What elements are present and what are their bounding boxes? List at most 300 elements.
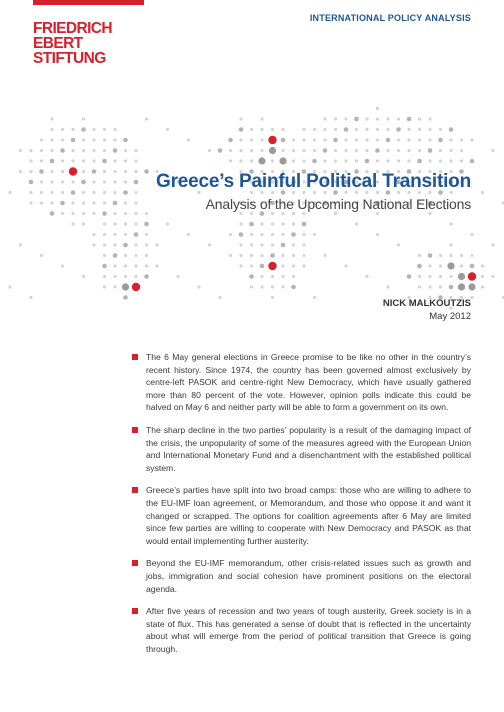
map-dot — [418, 254, 421, 257]
summary-item — [129, 557, 471, 595]
map-dot — [386, 149, 389, 152]
map-dot — [376, 128, 379, 131]
map-dot — [132, 283, 140, 291]
map-dot — [271, 128, 274, 131]
map-dot — [375, 148, 380, 153]
map-dot — [428, 128, 431, 131]
map-dot — [102, 264, 107, 269]
map-dot — [334, 128, 337, 131]
map-dot — [396, 127, 401, 132]
map-dot — [61, 128, 64, 131]
map-dot — [103, 138, 106, 141]
map-dot — [468, 272, 476, 280]
map-dot — [250, 159, 253, 162]
map-dot — [258, 157, 265, 164]
map-dot — [292, 222, 295, 225]
map-dot — [239, 138, 242, 141]
map-dot — [134, 232, 139, 237]
map-dot — [313, 233, 316, 236]
map-dot — [144, 222, 149, 227]
map-dot — [250, 254, 253, 257]
map-dot — [302, 254, 305, 257]
map-dot — [260, 243, 263, 246]
map-dot — [292, 159, 295, 162]
map-dot — [103, 128, 106, 131]
map-dot — [438, 138, 443, 143]
map-dot — [187, 233, 190, 236]
map-dot — [208, 243, 211, 246]
bullet-square-icon — [132, 608, 138, 614]
map-dot — [407, 128, 410, 131]
map-dot — [481, 275, 484, 278]
map-dot — [386, 128, 389, 131]
map-dot — [376, 107, 379, 110]
map-dot — [103, 275, 106, 278]
map-dot — [134, 243, 137, 246]
map-dot — [271, 212, 274, 215]
map-dot — [439, 264, 442, 267]
map-dot — [376, 117, 379, 120]
map-dot — [460, 159, 463, 162]
fes-logo — [33, 21, 148, 66]
map-dot — [271, 243, 274, 246]
map-dot — [323, 159, 326, 162]
map-dot — [449, 138, 452, 141]
summary-text: The sharp decline in the two parties’ popularity is a result of the damaging impact of the crisis, the unpopularity of some of the measures agreed with the European Union and International Monetary Fund and a disenchantment with the established political system. — [146, 424, 471, 473]
map-dot — [313, 138, 316, 141]
map-dot — [92, 149, 95, 152]
map-dot — [82, 149, 85, 152]
map-dot — [334, 117, 337, 120]
publication-date: May 2012 — [429, 311, 471, 322]
map-dot — [61, 138, 64, 141]
map-dot — [334, 212, 337, 215]
map-dot — [460, 149, 463, 152]
map-dot — [113, 264, 116, 267]
map-dot — [249, 222, 254, 227]
bullet-square-icon — [132, 354, 138, 360]
map-dot — [250, 233, 253, 236]
map-dot — [291, 285, 296, 290]
map-dot — [428, 285, 431, 288]
map-dot — [470, 254, 473, 257]
map-dot — [418, 138, 421, 141]
map-dot — [50, 128, 53, 131]
map-dot — [460, 138, 463, 141]
map-dot — [313, 128, 316, 131]
map-dot — [302, 138, 305, 141]
summary-list — [129, 351, 471, 665]
map-dot — [250, 264, 253, 267]
map-dot — [260, 233, 263, 236]
map-dot — [281, 149, 284, 152]
map-dot — [407, 138, 410, 141]
map-dot — [71, 138, 76, 143]
map-dot — [281, 243, 286, 248]
map-dot — [123, 138, 128, 143]
map-dot — [123, 243, 128, 248]
map-dot — [271, 275, 274, 278]
map-dot — [155, 243, 158, 246]
map-dot — [271, 233, 274, 236]
map-dot — [124, 233, 127, 236]
map-dot — [458, 283, 465, 290]
map-dot — [103, 233, 106, 236]
map-dot — [239, 232, 244, 237]
map-dot — [92, 138, 95, 141]
map-dot — [145, 117, 148, 120]
map-dot — [145, 233, 148, 236]
map-dot — [417, 159, 422, 164]
map-dot — [302, 128, 305, 131]
map-dot — [302, 264, 305, 267]
map-dot — [281, 138, 286, 143]
summary-text: The 6 May general elections in Greece promise to be like no other in the country’s recent history. Since 1974, the country has been governed almost exclusively by centre-left PASOK and centre-right New Democracy, which have usually gathered more than 80 percent of the vote. However, opinion polls indicate this could be halved on May 6 and neither party will be able to form a government on its own. — [146, 352, 471, 413]
map-dot — [124, 254, 127, 257]
map-dot — [50, 138, 53, 141]
map-dot — [218, 296, 221, 299]
map-dot — [397, 117, 400, 120]
page-subtitle: Analysis of the Upcoming National Elections — [205, 196, 471, 212]
map-dot — [281, 212, 284, 215]
map-dot — [29, 149, 32, 152]
map-dot — [166, 128, 169, 131]
map-dot — [61, 212, 64, 215]
map-dot — [176, 275, 179, 278]
map-dot — [281, 264, 284, 267]
map-dot — [449, 254, 452, 257]
map-dot — [71, 149, 74, 152]
map-dot — [376, 159, 379, 162]
map-dot — [40, 149, 43, 152]
map-dot — [19, 243, 22, 246]
map-dot — [365, 159, 370, 164]
map-dot — [439, 285, 442, 288]
map-dot — [50, 159, 55, 164]
map-dot — [271, 159, 274, 162]
author-name: NICK MALKOUTZIS — [382, 298, 471, 309]
map-dot — [355, 149, 358, 152]
map-dot — [418, 128, 421, 131]
bullet-square-icon — [132, 487, 138, 493]
map-dot — [239, 127, 244, 132]
map-dot — [365, 138, 368, 141]
map-dot — [344, 138, 347, 141]
map-dot — [292, 138, 295, 141]
series-label: INTERNATIONAL POLICY ANALYSIS — [309, 13, 471, 23]
map-dot — [71, 128, 74, 131]
map-dot — [229, 254, 232, 257]
map-dot — [92, 233, 95, 236]
logo-line: STIFTUNG — [33, 50, 106, 67]
map-dot — [260, 254, 263, 257]
map-dot — [250, 128, 253, 131]
map-dot — [302, 243, 305, 246]
bullet-square-icon — [132, 560, 138, 566]
map-dot — [281, 222, 284, 225]
map-dot — [250, 285, 253, 288]
map-dot — [365, 128, 368, 131]
map-dot — [134, 275, 137, 278]
summary-text: Greece’s parties have split into two broad camps: those who are willing to adhere to the EU-IMF loan agreement, or Memorandum, and those who oppose it and want it changed or scrapped. The options for coalition agreements after 6 May are limited since few parties are willing to cooperate with New Democracy and PASOK as that would entail implementing further austerity. — [146, 485, 471, 546]
map-dot — [428, 159, 431, 162]
map-dot — [271, 285, 274, 288]
map-dot — [334, 149, 337, 152]
map-dot — [481, 264, 484, 267]
map-dot — [113, 275, 116, 278]
map-dot — [229, 149, 232, 152]
map-dot — [344, 264, 347, 267]
map-dot — [354, 117, 359, 122]
map-dot — [113, 243, 116, 246]
map-dot — [260, 275, 263, 278]
map-dot — [271, 296, 274, 299]
map-dot — [50, 117, 53, 120]
map-dot — [250, 243, 253, 246]
map-dot — [103, 243, 106, 246]
map-dot — [292, 243, 295, 246]
map-dot — [239, 222, 242, 225]
map-dot — [113, 128, 116, 131]
map-dot — [239, 149, 242, 152]
map-dot — [323, 138, 326, 141]
map-dot — [292, 275, 295, 278]
map-dot — [302, 233, 305, 236]
logo-line: FRIEDRICH — [33, 20, 112, 37]
map-dot — [103, 222, 106, 225]
map-dot — [355, 138, 358, 141]
map-dot — [302, 222, 307, 227]
map-dot — [8, 285, 11, 288]
map-dot — [269, 147, 276, 154]
map-dot — [418, 117, 421, 120]
map-dot — [344, 149, 347, 152]
map-dot — [397, 159, 400, 162]
map-dot — [397, 243, 400, 246]
map-dot — [239, 117, 242, 120]
map-dot — [268, 262, 276, 270]
map-dot — [71, 222, 74, 225]
map-dot — [428, 264, 431, 267]
map-dot — [92, 243, 95, 246]
map-dot — [418, 285, 421, 288]
map-dot — [268, 136, 276, 144]
map-dot — [113, 233, 116, 236]
map-dot — [428, 148, 433, 153]
map-dot — [61, 159, 64, 162]
map-dot — [102, 159, 107, 164]
map-dot — [124, 264, 127, 267]
map-dot — [407, 117, 412, 122]
map-dot — [281, 128, 284, 131]
map-dot — [260, 285, 263, 288]
map-dot — [82, 212, 85, 215]
map-dot — [103, 285, 106, 288]
map-dot — [449, 127, 454, 132]
map-dot — [417, 264, 422, 269]
map-dot — [458, 273, 465, 280]
map-dot — [124, 275, 127, 278]
map-dot — [29, 159, 32, 162]
map-dot — [82, 159, 85, 162]
map-dot — [312, 159, 317, 164]
map-dot — [386, 285, 389, 288]
summary-item — [129, 424, 471, 474]
map-dot — [229, 233, 232, 236]
map-dot — [376, 212, 379, 215]
map-dot — [355, 222, 358, 225]
map-dot — [134, 159, 137, 162]
map-dot — [491, 275, 494, 278]
map-dot — [449, 275, 452, 278]
map-dot — [123, 295, 128, 300]
map-dot — [439, 159, 442, 162]
map-dot — [428, 253, 433, 258]
map-dot — [439, 254, 442, 257]
map-dot — [470, 233, 473, 236]
map-dot — [122, 283, 129, 290]
map-dot — [376, 233, 379, 236]
map-dot — [407, 149, 410, 152]
map-dot — [397, 138, 400, 141]
map-dot — [60, 148, 65, 153]
page-title: Greece’s Painful Political Transition — [156, 171, 471, 192]
map-dot — [491, 149, 494, 152]
map-dot — [428, 138, 431, 141]
map-dot — [365, 275, 368, 278]
map-dot — [292, 254, 295, 257]
map-dot — [260, 128, 263, 131]
map-dot — [470, 138, 473, 141]
map-dot — [439, 128, 442, 131]
map-dot — [145, 264, 148, 267]
map-dot — [302, 149, 305, 152]
map-dot — [124, 212, 127, 215]
map-dot — [281, 233, 284, 236]
map-dot — [344, 159, 347, 162]
map-dot — [82, 138, 85, 141]
map-dot — [260, 222, 263, 225]
map-dot — [428, 212, 431, 215]
map-dot — [103, 254, 106, 257]
map-dot — [145, 212, 148, 215]
map-dot — [302, 159, 305, 162]
map-dot — [439, 149, 442, 152]
map-dot — [61, 264, 64, 267]
map-dot — [279, 157, 286, 164]
map-dot — [271, 222, 274, 225]
map-dot — [491, 243, 494, 246]
map-dot — [50, 149, 53, 152]
map-dot — [313, 296, 316, 299]
map-dot — [407, 274, 412, 279]
map-dot — [260, 138, 263, 141]
map-dot — [323, 254, 326, 257]
logo-line: EBERT — [33, 35, 83, 52]
map-dot — [155, 264, 158, 267]
map-dot — [40, 138, 43, 141]
map-dot — [376, 138, 379, 141]
map-dot — [418, 149, 421, 152]
map-dot — [365, 117, 368, 120]
map-dot — [292, 149, 295, 152]
map-dot — [407, 159, 410, 162]
map-dot — [449, 222, 452, 225]
map-dot — [460, 264, 463, 267]
map-dot — [386, 159, 389, 162]
map-dot — [260, 264, 265, 269]
map-dot — [386, 117, 389, 120]
map-dot — [19, 149, 22, 152]
map-dot — [334, 159, 337, 162]
map-dot — [449, 243, 452, 246]
summary-text: Beyond the EU-IMF memorandum, other crisis-related issues such as growth and jobs, immigration and social cohesion have prominent positions on the electoral agenda. — [146, 558, 471, 594]
map-dot — [260, 117, 263, 120]
map-dot — [81, 127, 86, 132]
map-dot — [228, 138, 233, 143]
map-dot — [40, 254, 43, 257]
map-dot — [134, 212, 137, 215]
map-dot — [82, 222, 85, 225]
map-dot — [187, 138, 190, 141]
map-dot — [208, 149, 211, 152]
map-dot — [439, 275, 442, 278]
map-dot — [92, 212, 95, 215]
map-dot — [460, 254, 463, 257]
map-dot — [397, 149, 400, 152]
map-dot — [250, 138, 253, 141]
map-dot — [344, 127, 349, 132]
map-dot — [71, 212, 74, 215]
map-dot — [323, 148, 328, 153]
map-dot — [468, 283, 475, 290]
map-dot — [270, 253, 275, 258]
map-dot — [113, 212, 116, 215]
map-dot — [260, 149, 263, 152]
map-dot — [323, 128, 326, 131]
map-dot — [291, 232, 296, 237]
map-dot — [281, 254, 284, 257]
map-dot — [428, 117, 431, 120]
map-dot — [449, 149, 452, 152]
map-dot — [229, 159, 232, 162]
map-dot — [355, 128, 358, 131]
map-dot — [92, 128, 95, 131]
map-dot — [92, 159, 95, 162]
map-dot — [481, 191, 484, 194]
summary-item — [129, 351, 471, 414]
map-dot — [197, 285, 200, 288]
map-dot — [250, 212, 253, 215]
map-dot — [134, 254, 137, 257]
map-dot — [239, 254, 242, 257]
map-dot — [239, 243, 242, 246]
map-dot — [281, 285, 284, 288]
map-dot — [292, 212, 295, 215]
logo-accent-bar — [33, 0, 144, 5]
map-dot — [302, 212, 305, 215]
map-dot — [449, 159, 452, 162]
map-dot — [239, 264, 242, 267]
map-dot — [113, 253, 118, 258]
map-dot — [239, 159, 242, 162]
map-dot — [113, 159, 116, 162]
map-dot — [447, 262, 454, 269]
map-dot — [144, 274, 149, 279]
map-dot — [124, 222, 127, 225]
map-dot — [218, 148, 223, 153]
map-dot — [124, 149, 127, 152]
